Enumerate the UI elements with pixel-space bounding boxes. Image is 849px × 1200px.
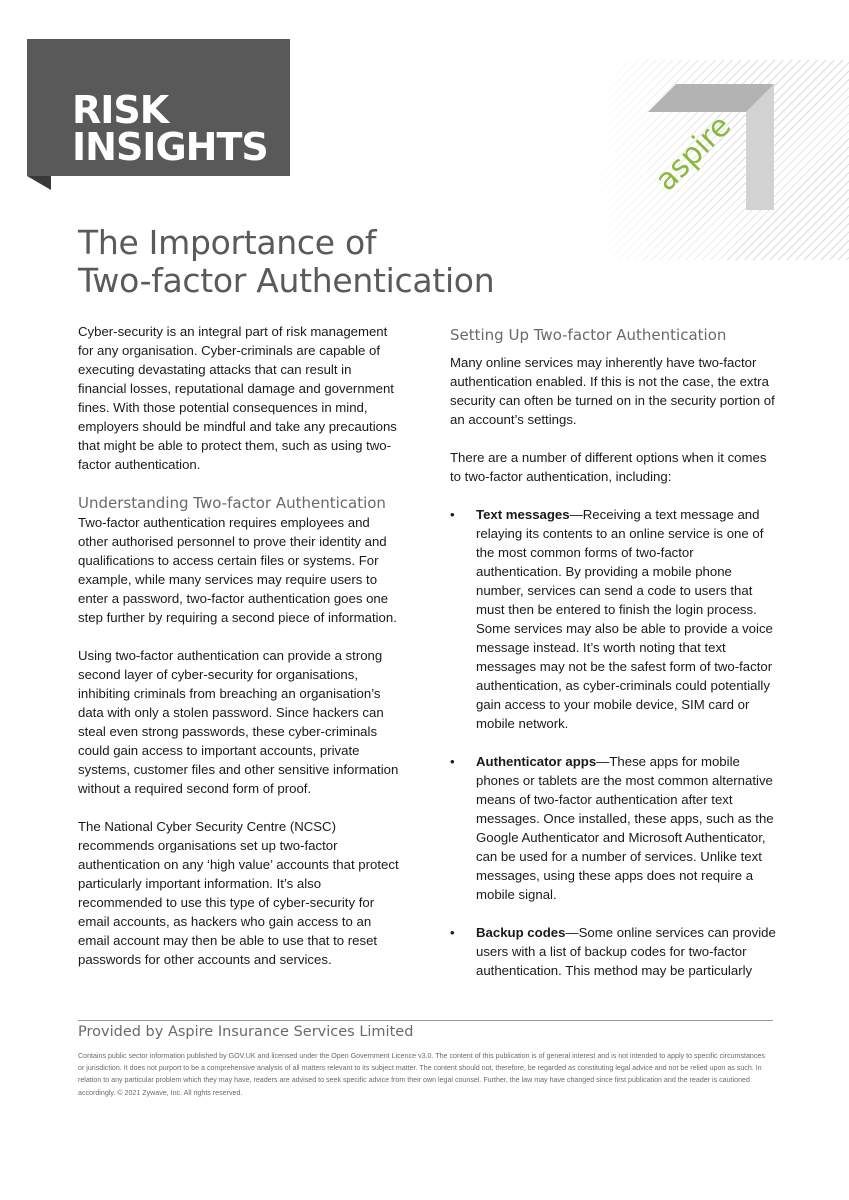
understanding-paragraph-3: The National Cyber Security Centre (NCSC) recommends organisations set up two-factor authentication on any ‘high value’ accounts that protect particularly important information. It’s also recommended to use this type of cyber-security for email accounts, as hackers who gain access to an email account may then be able to use that to reset passwords for other accounts and services. bbox=[78, 819, 399, 967]
option-term: Text messages bbox=[476, 507, 570, 522]
setting-up-heading: Setting Up Two-factor Authentication bbox=[450, 326, 727, 344]
aspire-logo bbox=[648, 84, 774, 210]
option-text: —Some online services can provide users with a list of backup codes for two-factor authentication. This method may be particularly bbox=[476, 925, 776, 978]
option-term: Authenticator apps bbox=[476, 754, 597, 769]
page-title bbox=[78, 224, 494, 300]
right-column bbox=[450, 322, 776, 999]
left-column bbox=[78, 322, 403, 988]
understanding-paragraph-2: Using two-factor authentication can provide a strong second layer of cyber-security for organisations, inhibiting criminals from breaching an organisation’s data with only a stolen password. Since hackers can steal even strong passwords, these cyber-criminals could gain access to important accounts, private systems, customer files and other sensitive information without a required second form of proof. bbox=[78, 648, 399, 796]
title-line-2: Two-factor Authentication bbox=[78, 261, 495, 300]
banner-fold bbox=[27, 176, 51, 190]
bullet: • bbox=[450, 925, 455, 940]
bullet: • bbox=[450, 754, 455, 769]
bullet: • bbox=[450, 507, 455, 522]
disclaimer: Contains public sector information published by GOV.UK and licensed under the Open Government Licence v3.0. The content of this publication is of general interest and is not intended to apply to specific circumstances or jurisdiction. It does not purport to be a comprehensive analysis of all matters relevant to its subject matter. The content should not, therefore, be regarded as constituting legal advice and not be relied upon as such. In relation to any particular problem which they may have, readers are advised to seek specific advice from their own legal counsel. Further, the law may have changed since first publication and the reader is cautioned accordingly. © 2021 Zywave, Inc. All rights reserved. bbox=[78, 1052, 765, 1097]
option-text: —These apps for mobile phones or tablets are the most common alternative means of two-factor authentication after text messages. Once installed, these apps, such as the Google Authenticator and Microsoft Authenticator, can be used for a number of services. Unlike text messages, using these apps does not require a mobile signal. bbox=[476, 754, 774, 902]
option-text: —Receiving a text message and relaying its contents to an online service is one of the most common forms of two-factor authentication. By providing a mobile phone number, services can send a code to users that must then be entered to finish the login process. Some services may also be able to provide a voice message instead. It’s worth noting that text messages may not be the safest form of two-factor authentication, as cyber-criminals could potentially gain access to your mobile device, SIM card or mobile network. bbox=[476, 507, 773, 731]
list-item bbox=[450, 505, 776, 733]
title-line-1: The Importance of bbox=[78, 223, 377, 262]
logo-text: aspire bbox=[648, 108, 739, 199]
footer-divider bbox=[78, 1020, 773, 1021]
setting-up-paragraph-2: There are a number of different options when it comes to two-factor authentication, including: bbox=[450, 450, 767, 484]
options-list bbox=[450, 505, 776, 980]
banner-line-1: RISK bbox=[72, 88, 169, 132]
banner-line-2: INSIGHTS bbox=[72, 125, 268, 169]
understanding-heading: Understanding Two-factor Authentication bbox=[78, 494, 386, 512]
banner-title bbox=[72, 88, 268, 169]
setting-up-paragraph-1: Many online services may inherently have two-factor authentication enabled. If this is not the case, the extra security can often be turned on in the security portion of an account’s settings. bbox=[450, 355, 775, 427]
intro-paragraph: Cyber-security is an integral part of risk management for any organisation. Cyber-criminals are capable of executing devastating attacks that can result in financial losses, reputational damage and government fines. With those potential consequences in mind, employers should be mindful and take any precautions that might be able to protect them, such as using two-factor authentication. bbox=[78, 324, 397, 472]
list-item bbox=[450, 752, 776, 904]
option-term: Backup codes bbox=[476, 925, 566, 940]
list-item bbox=[450, 923, 776, 980]
understanding-paragraph-1: Two-factor authentication requires employees and other authorised personnel to prove their identity and qualifications to access certain files or systems. For example, while many services may require users to enter a password, two-factor authentication goes one step further by requiring a second piece of information. bbox=[78, 515, 397, 625]
provided-by: Provided by Aspire Insurance Services Limited bbox=[78, 1024, 414, 1040]
